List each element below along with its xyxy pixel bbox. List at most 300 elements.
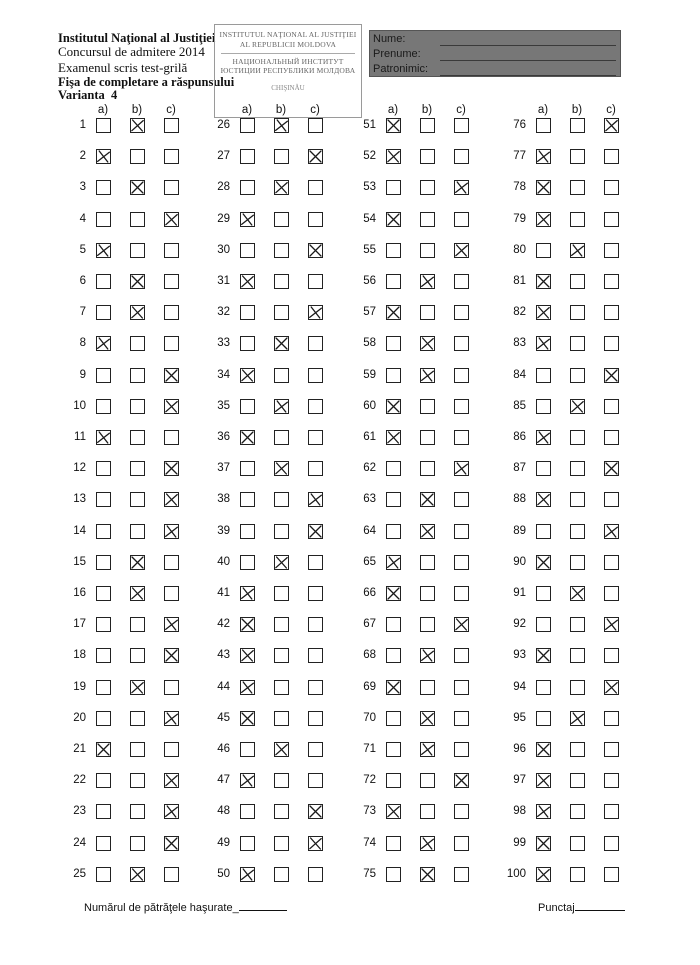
answer-box-81-b[interactable] xyxy=(570,274,585,289)
answer-box-25-b[interactable] xyxy=(130,867,145,882)
answer-box-56-c[interactable] xyxy=(454,274,469,289)
answer-box-74-b[interactable] xyxy=(420,836,435,851)
answer-box-49-b[interactable] xyxy=(274,836,289,851)
answer-box-20-c[interactable] xyxy=(164,711,179,726)
answer-box-73-a[interactable] xyxy=(386,804,401,819)
answer-box-86-c[interactable] xyxy=(604,430,619,445)
answer-box-48-a[interactable] xyxy=(240,804,255,819)
answer-box-20-a[interactable] xyxy=(96,711,111,726)
answer-box-2-b[interactable] xyxy=(130,149,145,164)
answer-box-36-c[interactable] xyxy=(308,430,323,445)
answer-box-71-c[interactable] xyxy=(454,742,469,757)
answer-box-26-a[interactable] xyxy=(240,118,255,133)
answer-box-77-a[interactable] xyxy=(536,149,551,164)
answer-box-58-c[interactable] xyxy=(454,336,469,351)
answer-box-50-b[interactable] xyxy=(274,867,289,882)
answer-box-11-b[interactable] xyxy=(130,430,145,445)
answer-box-6-c[interactable] xyxy=(164,274,179,289)
answer-box-94-c[interactable] xyxy=(604,680,619,695)
answer-box-64-c[interactable] xyxy=(454,524,469,539)
answer-box-65-a[interactable] xyxy=(386,555,401,570)
answer-box-12-b[interactable] xyxy=(130,461,145,476)
answer-box-18-a[interactable] xyxy=(96,648,111,663)
answer-box-32-c[interactable] xyxy=(308,305,323,320)
answer-box-41-b[interactable] xyxy=(274,586,289,601)
answer-box-53-b[interactable] xyxy=(420,180,435,195)
answer-box-15-b[interactable] xyxy=(130,555,145,570)
answer-box-37-a[interactable] xyxy=(240,461,255,476)
answer-box-11-c[interactable] xyxy=(164,430,179,445)
answer-box-73-c[interactable] xyxy=(454,804,469,819)
answer-box-71-b[interactable] xyxy=(420,742,435,757)
answer-box-34-c[interactable] xyxy=(308,368,323,383)
answer-box-23-b[interactable] xyxy=(130,804,145,819)
answer-box-59-c[interactable] xyxy=(454,368,469,383)
answer-box-67-a[interactable] xyxy=(386,617,401,632)
answer-box-59-a[interactable] xyxy=(386,368,401,383)
answer-box-56-b[interactable] xyxy=(420,274,435,289)
answer-box-79-c[interactable] xyxy=(604,212,619,227)
answer-box-36-b[interactable] xyxy=(274,430,289,445)
answer-box-69-c[interactable] xyxy=(454,680,469,695)
answer-box-84-b[interactable] xyxy=(570,368,585,383)
answer-box-78-a[interactable] xyxy=(536,180,551,195)
answer-box-42-b[interactable] xyxy=(274,617,289,632)
answer-box-3-a[interactable] xyxy=(96,180,111,195)
answer-box-36-a[interactable] xyxy=(240,430,255,445)
answer-box-64-a[interactable] xyxy=(386,524,401,539)
answer-box-7-a[interactable] xyxy=(96,305,111,320)
answer-box-16-b[interactable] xyxy=(130,586,145,601)
answer-box-70-c[interactable] xyxy=(454,711,469,726)
answer-box-96-b[interactable] xyxy=(570,742,585,757)
answer-box-19-b[interactable] xyxy=(130,680,145,695)
answer-box-79-b[interactable] xyxy=(570,212,585,227)
answer-box-51-c[interactable] xyxy=(454,118,469,133)
answer-box-11-a[interactable] xyxy=(96,430,111,445)
answer-box-99-a[interactable] xyxy=(536,836,551,851)
answer-box-89-b[interactable] xyxy=(570,524,585,539)
answer-box-66-c[interactable] xyxy=(454,586,469,601)
answer-box-28-a[interactable] xyxy=(240,180,255,195)
answer-box-72-a[interactable] xyxy=(386,773,401,788)
answer-box-8-a[interactable] xyxy=(96,336,111,351)
answer-box-96-c[interactable] xyxy=(604,742,619,757)
score-line[interactable] xyxy=(575,910,625,911)
answer-box-70-a[interactable] xyxy=(386,711,401,726)
answer-box-30-c[interactable] xyxy=(308,243,323,258)
answer-box-19-a[interactable] xyxy=(96,680,111,695)
answer-box-17-a[interactable] xyxy=(96,617,111,632)
answer-box-95-a[interactable] xyxy=(536,711,551,726)
answer-box-63-b[interactable] xyxy=(420,492,435,507)
answer-box-90-a[interactable] xyxy=(536,555,551,570)
answer-box-3-b[interactable] xyxy=(130,180,145,195)
answer-box-6-b[interactable] xyxy=(130,274,145,289)
answer-box-45-b[interactable] xyxy=(274,711,289,726)
answer-box-50-c[interactable] xyxy=(308,867,323,882)
answer-box-8-b[interactable] xyxy=(130,336,145,351)
answer-box-56-a[interactable] xyxy=(386,274,401,289)
answer-box-67-c[interactable] xyxy=(454,617,469,632)
answer-box-16-a[interactable] xyxy=(96,586,111,601)
answer-box-22-a[interactable] xyxy=(96,773,111,788)
answer-box-93-c[interactable] xyxy=(604,648,619,663)
answer-box-71-a[interactable] xyxy=(386,742,401,757)
answer-box-39-c[interactable] xyxy=(308,524,323,539)
answer-box-97-b[interactable] xyxy=(570,773,585,788)
answer-box-58-b[interactable] xyxy=(420,336,435,351)
answer-box-57-b[interactable] xyxy=(420,305,435,320)
answer-box-4-c[interactable] xyxy=(164,212,179,227)
answer-box-55-b[interactable] xyxy=(420,243,435,258)
answer-box-88-b[interactable] xyxy=(570,492,585,507)
answer-box-35-a[interactable] xyxy=(240,399,255,414)
answer-box-84-c[interactable] xyxy=(604,368,619,383)
answer-box-29-b[interactable] xyxy=(274,212,289,227)
answer-box-95-b[interactable] xyxy=(570,711,585,726)
answer-box-66-b[interactable] xyxy=(420,586,435,601)
answer-box-59-b[interactable] xyxy=(420,368,435,383)
answer-box-78-c[interactable] xyxy=(604,180,619,195)
answer-box-25-a[interactable] xyxy=(96,867,111,882)
patronymic-row[interactable] xyxy=(370,62,620,77)
answer-box-44-a[interactable] xyxy=(240,680,255,695)
answer-box-27-b[interactable] xyxy=(274,149,289,164)
answer-box-52-c[interactable] xyxy=(454,149,469,164)
answer-box-73-b[interactable] xyxy=(420,804,435,819)
answer-box-2-a[interactable] xyxy=(96,149,111,164)
answer-box-93-b[interactable] xyxy=(570,648,585,663)
answer-box-77-b[interactable] xyxy=(570,149,585,164)
answer-box-12-c[interactable] xyxy=(164,461,179,476)
answer-box-33-a[interactable] xyxy=(240,336,255,351)
answer-box-42-a[interactable] xyxy=(240,617,255,632)
answer-box-54-b[interactable] xyxy=(420,212,435,227)
answer-box-22-b[interactable] xyxy=(130,773,145,788)
answer-box-76-a[interactable] xyxy=(536,118,551,133)
answer-box-48-b[interactable] xyxy=(274,804,289,819)
answer-box-24-c[interactable] xyxy=(164,836,179,851)
answer-box-16-c[interactable] xyxy=(164,586,179,601)
answer-box-10-a[interactable] xyxy=(96,399,111,414)
answer-box-3-c[interactable] xyxy=(164,180,179,195)
answer-box-80-c[interactable] xyxy=(604,243,619,258)
answer-box-86-a[interactable] xyxy=(536,430,551,445)
answer-box-37-c[interactable] xyxy=(308,461,323,476)
answer-box-63-c[interactable] xyxy=(454,492,469,507)
surname-row[interactable] xyxy=(370,47,620,62)
answer-box-7-c[interactable] xyxy=(164,305,179,320)
answer-box-31-b[interactable] xyxy=(274,274,289,289)
answer-box-42-c[interactable] xyxy=(308,617,323,632)
answer-box-53-a[interactable] xyxy=(386,180,401,195)
answer-box-45-c[interactable] xyxy=(308,711,323,726)
answer-box-19-c[interactable] xyxy=(164,680,179,695)
answer-box-14-b[interactable] xyxy=(130,524,145,539)
answer-box-25-c[interactable] xyxy=(164,867,179,882)
answer-box-29-c[interactable] xyxy=(308,212,323,227)
answer-box-5-b[interactable] xyxy=(130,243,145,258)
answer-box-85-a[interactable] xyxy=(536,399,551,414)
answer-box-28-c[interactable] xyxy=(308,180,323,195)
answer-box-75-c[interactable] xyxy=(454,867,469,882)
answer-box-44-b[interactable] xyxy=(274,680,289,695)
answer-box-65-b[interactable] xyxy=(420,555,435,570)
answer-box-44-c[interactable] xyxy=(308,680,323,695)
answer-box-78-b[interactable] xyxy=(570,180,585,195)
answer-box-31-c[interactable] xyxy=(308,274,323,289)
answer-box-61-b[interactable] xyxy=(420,430,435,445)
answer-box-76-b[interactable] xyxy=(570,118,585,133)
answer-box-83-c[interactable] xyxy=(604,336,619,351)
answer-box-94-b[interactable] xyxy=(570,680,585,695)
answer-box-60-c[interactable] xyxy=(454,399,469,414)
answer-box-92-b[interactable] xyxy=(570,617,585,632)
answer-box-69-b[interactable] xyxy=(420,680,435,695)
answer-box-97-c[interactable] xyxy=(604,773,619,788)
answer-box-40-a[interactable] xyxy=(240,555,255,570)
answer-box-7-b[interactable] xyxy=(130,305,145,320)
answer-box-100-c[interactable] xyxy=(604,867,619,882)
answer-box-91-b[interactable] xyxy=(570,586,585,601)
answer-box-27-c[interactable] xyxy=(308,149,323,164)
answer-box-2-c[interactable] xyxy=(164,149,179,164)
answer-box-47-a[interactable] xyxy=(240,773,255,788)
answer-box-33-c[interactable] xyxy=(308,336,323,351)
answer-box-80-a[interactable] xyxy=(536,243,551,258)
answer-box-17-c[interactable] xyxy=(164,617,179,632)
answer-box-92-c[interactable] xyxy=(604,617,619,632)
answer-box-9-c[interactable] xyxy=(164,368,179,383)
answer-box-31-a[interactable] xyxy=(240,274,255,289)
answer-box-34-b[interactable] xyxy=(274,368,289,383)
answer-box-62-c[interactable] xyxy=(454,461,469,476)
answer-box-62-b[interactable] xyxy=(420,461,435,476)
answer-box-49-c[interactable] xyxy=(308,836,323,851)
answer-box-4-a[interactable] xyxy=(96,212,111,227)
answer-box-13-c[interactable] xyxy=(164,492,179,507)
answer-box-23-c[interactable] xyxy=(164,804,179,819)
answer-box-27-a[interactable] xyxy=(240,149,255,164)
answer-box-18-c[interactable] xyxy=(164,648,179,663)
answer-box-26-c[interactable] xyxy=(308,118,323,133)
answer-box-74-a[interactable] xyxy=(386,836,401,851)
answer-box-9-b[interactable] xyxy=(130,368,145,383)
answer-box-1-b[interactable] xyxy=(130,118,145,133)
answer-box-69-a[interactable] xyxy=(386,680,401,695)
answer-box-4-b[interactable] xyxy=(130,212,145,227)
answer-box-17-b[interactable] xyxy=(130,617,145,632)
answer-box-21-a[interactable] xyxy=(96,742,111,757)
answer-box-6-a[interactable] xyxy=(96,274,111,289)
answer-box-38-a[interactable] xyxy=(240,492,255,507)
answer-box-51-a[interactable] xyxy=(386,118,401,133)
answer-box-98-c[interactable] xyxy=(604,804,619,819)
answer-box-72-b[interactable] xyxy=(420,773,435,788)
answer-box-81-a[interactable] xyxy=(536,274,551,289)
answer-box-10-c[interactable] xyxy=(164,399,179,414)
answer-box-62-a[interactable] xyxy=(386,461,401,476)
answer-box-74-c[interactable] xyxy=(454,836,469,851)
answer-box-85-c[interactable] xyxy=(604,399,619,414)
answer-box-100-b[interactable] xyxy=(570,867,585,882)
answer-box-24-b[interactable] xyxy=(130,836,145,851)
answer-box-50-a[interactable] xyxy=(240,867,255,882)
answer-box-47-b[interactable] xyxy=(274,773,289,788)
answer-box-23-a[interactable] xyxy=(96,804,111,819)
answer-box-51-b[interactable] xyxy=(420,118,435,133)
answer-box-68-a[interactable] xyxy=(386,648,401,663)
answer-box-83-b[interactable] xyxy=(570,336,585,351)
answer-box-75-a[interactable] xyxy=(386,867,401,882)
answer-box-46-a[interactable] xyxy=(240,742,255,757)
answer-box-92-a[interactable] xyxy=(536,617,551,632)
answer-box-47-c[interactable] xyxy=(308,773,323,788)
name-row[interactable] xyxy=(370,32,620,47)
answer-box-82-c[interactable] xyxy=(604,305,619,320)
answer-box-18-b[interactable] xyxy=(130,648,145,663)
answer-box-85-b[interactable] xyxy=(570,399,585,414)
answer-box-55-c[interactable] xyxy=(454,243,469,258)
answer-box-43-c[interactable] xyxy=(308,648,323,663)
answer-box-100-a[interactable] xyxy=(536,867,551,882)
answer-box-5-c[interactable] xyxy=(164,243,179,258)
answer-box-13-b[interactable] xyxy=(130,492,145,507)
answer-box-39-b[interactable] xyxy=(274,524,289,539)
answer-box-15-c[interactable] xyxy=(164,555,179,570)
answer-box-99-c[interactable] xyxy=(604,836,619,851)
answer-box-83-a[interactable] xyxy=(536,336,551,351)
answer-box-82-a[interactable] xyxy=(536,305,551,320)
answer-box-87-b[interactable] xyxy=(570,461,585,476)
answer-box-79-a[interactable] xyxy=(536,212,551,227)
answer-box-30-a[interactable] xyxy=(240,243,255,258)
answer-box-14-a[interactable] xyxy=(96,524,111,539)
answer-box-81-c[interactable] xyxy=(604,274,619,289)
answer-box-57-c[interactable] xyxy=(454,305,469,320)
answer-box-52-a[interactable] xyxy=(386,149,401,164)
answer-box-60-b[interactable] xyxy=(420,399,435,414)
answer-box-55-a[interactable] xyxy=(386,243,401,258)
answer-box-54-c[interactable] xyxy=(454,212,469,227)
answer-box-32-a[interactable] xyxy=(240,305,255,320)
answer-box-38-c[interactable] xyxy=(308,492,323,507)
answer-box-88-a[interactable] xyxy=(536,492,551,507)
answer-box-39-a[interactable] xyxy=(240,524,255,539)
answer-box-46-b[interactable] xyxy=(274,742,289,757)
answer-box-93-a[interactable] xyxy=(536,648,551,663)
answer-box-80-b[interactable] xyxy=(570,243,585,258)
answer-box-43-b[interactable] xyxy=(274,648,289,663)
answer-box-90-c[interactable] xyxy=(604,555,619,570)
answer-box-99-b[interactable] xyxy=(570,836,585,851)
answer-box-28-b[interactable] xyxy=(274,180,289,195)
answer-box-91-c[interactable] xyxy=(604,586,619,601)
answer-box-98-b[interactable] xyxy=(570,804,585,819)
answer-box-88-c[interactable] xyxy=(604,492,619,507)
answer-box-41-c[interactable] xyxy=(308,586,323,601)
answer-box-65-c[interactable] xyxy=(454,555,469,570)
answer-box-87-c[interactable] xyxy=(604,461,619,476)
answer-box-45-a[interactable] xyxy=(240,711,255,726)
answer-box-82-b[interactable] xyxy=(570,305,585,320)
answer-box-35-b[interactable] xyxy=(274,399,289,414)
answer-box-97-a[interactable] xyxy=(536,773,551,788)
answer-box-29-a[interactable] xyxy=(240,212,255,227)
answer-box-48-c[interactable] xyxy=(308,804,323,819)
answer-box-26-b[interactable] xyxy=(274,118,289,133)
answer-box-22-c[interactable] xyxy=(164,773,179,788)
answer-box-68-b[interactable] xyxy=(420,648,435,663)
answer-box-58-a[interactable] xyxy=(386,336,401,351)
answer-box-66-a[interactable] xyxy=(386,586,401,601)
answer-box-10-b[interactable] xyxy=(130,399,145,414)
answer-box-94-a[interactable] xyxy=(536,680,551,695)
answer-box-61-c[interactable] xyxy=(454,430,469,445)
answer-box-40-c[interactable] xyxy=(308,555,323,570)
answer-box-15-a[interactable] xyxy=(96,555,111,570)
answer-box-8-c[interactable] xyxy=(164,336,179,351)
answer-box-52-b[interactable] xyxy=(420,149,435,164)
answer-box-43-a[interactable] xyxy=(240,648,255,663)
answer-box-24-a[interactable] xyxy=(96,836,111,851)
answer-box-41-a[interactable] xyxy=(240,586,255,601)
answer-box-91-a[interactable] xyxy=(536,586,551,601)
answer-box-95-c[interactable] xyxy=(604,711,619,726)
answer-box-35-c[interactable] xyxy=(308,399,323,414)
answer-box-57-a[interactable] xyxy=(386,305,401,320)
answer-box-33-b[interactable] xyxy=(274,336,289,351)
answer-box-5-a[interactable] xyxy=(96,243,111,258)
answer-box-9-a[interactable] xyxy=(96,368,111,383)
answer-box-86-b[interactable] xyxy=(570,430,585,445)
answer-box-76-c[interactable] xyxy=(604,118,619,133)
answer-box-75-b[interactable] xyxy=(420,867,435,882)
answer-box-54-a[interactable] xyxy=(386,212,401,227)
answer-box-98-a[interactable] xyxy=(536,804,551,819)
answer-box-64-b[interactable] xyxy=(420,524,435,539)
answer-box-13-a[interactable] xyxy=(96,492,111,507)
answer-box-37-b[interactable] xyxy=(274,461,289,476)
answer-box-67-b[interactable] xyxy=(420,617,435,632)
answer-box-60-a[interactable] xyxy=(386,399,401,414)
answer-box-84-a[interactable] xyxy=(536,368,551,383)
answer-box-21-c[interactable] xyxy=(164,742,179,757)
answer-box-53-c[interactable] xyxy=(454,180,469,195)
answer-box-38-b[interactable] xyxy=(274,492,289,507)
answer-box-96-a[interactable] xyxy=(536,742,551,757)
checked-count-line[interactable] xyxy=(239,910,287,911)
answer-box-12-a[interactable] xyxy=(96,461,111,476)
answer-box-1-a[interactable] xyxy=(96,118,111,133)
answer-box-70-b[interactable] xyxy=(420,711,435,726)
answer-box-89-a[interactable] xyxy=(536,524,551,539)
answer-box-77-c[interactable] xyxy=(604,149,619,164)
answer-box-20-b[interactable] xyxy=(130,711,145,726)
answer-box-89-c[interactable] xyxy=(604,524,619,539)
answer-box-63-a[interactable] xyxy=(386,492,401,507)
answer-box-14-c[interactable] xyxy=(164,524,179,539)
answer-box-87-a[interactable] xyxy=(536,461,551,476)
answer-box-21-b[interactable] xyxy=(130,742,145,757)
answer-box-30-b[interactable] xyxy=(274,243,289,258)
answer-box-1-c[interactable] xyxy=(164,118,179,133)
answer-box-61-a[interactable] xyxy=(386,430,401,445)
answer-box-90-b[interactable] xyxy=(570,555,585,570)
answer-box-68-c[interactable] xyxy=(454,648,469,663)
answer-box-49-a[interactable] xyxy=(240,836,255,851)
